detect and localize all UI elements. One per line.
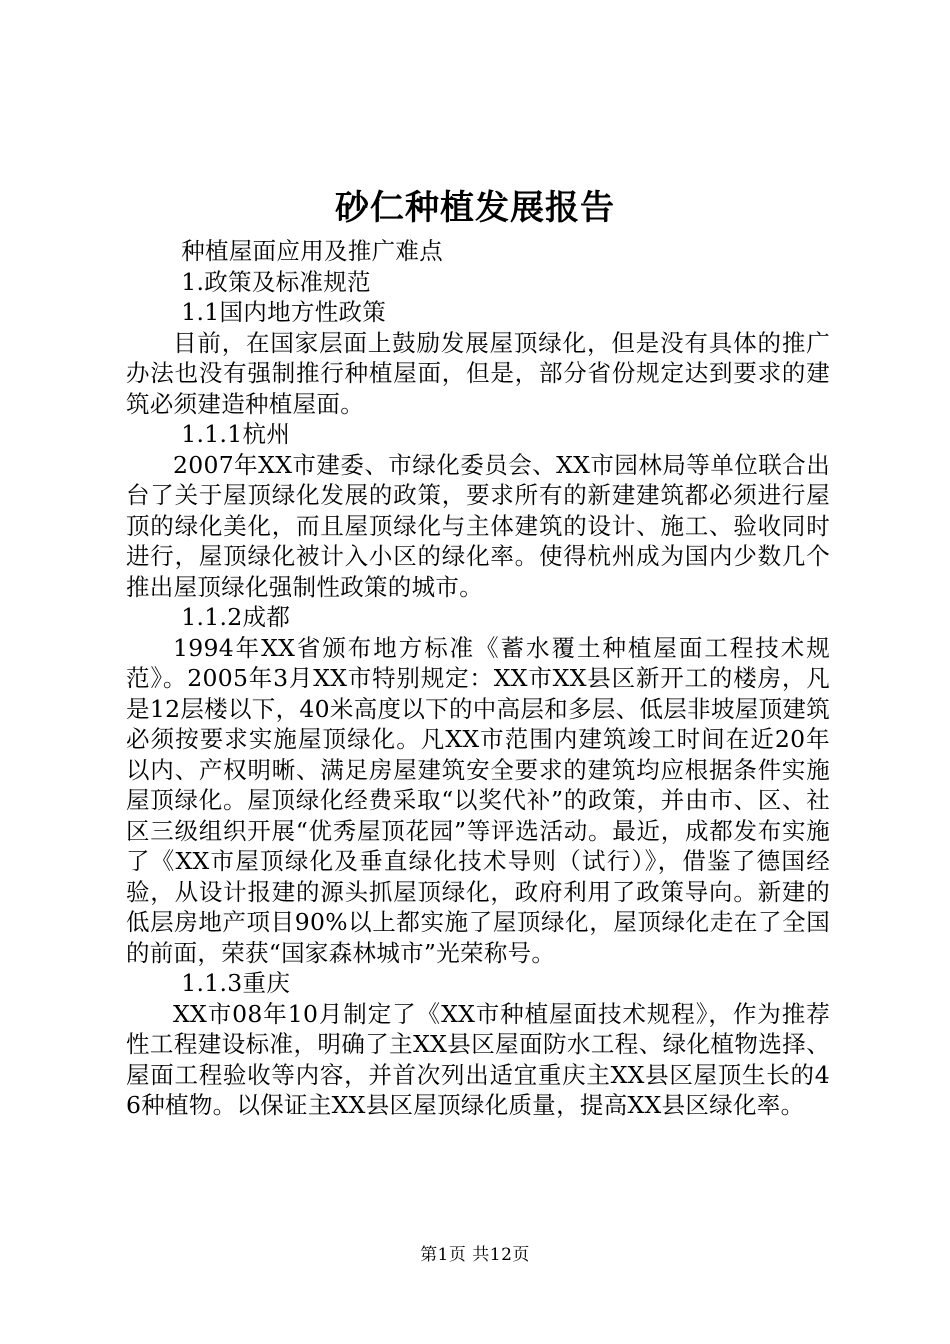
section-heading: 1.1.3重庆 xyxy=(181,969,291,997)
section-heading: 1.政策及标准规范 xyxy=(181,267,371,296)
body-paragraph: 目前，在国家层面上鼓励发展屋顶绿化，但是没有具体的推广办法也没有强制推行种植屋面，但是，部分省份规定达到要求的建筑必须建造种植屋面。 xyxy=(126,328,830,418)
body-paragraph: XX市08年10月制定了《XX市种植屋面技术规程》，作为推荐性工程建设标准，明确了主XX县区屋面防水工程、绿化植物选择、屋面工程验收等内容，并首次列出适宜重庆主XX县区屋顶生长的4 6种植物。以保证主XX县区屋顶绿化质量，提高XX县区绿化率。 xyxy=(126,999,830,1119)
section-heading: 1.1.1杭州 xyxy=(181,420,291,448)
section-heading: 1.1国内地方性政策 xyxy=(181,298,387,326)
document-title: 砂仁种植发展报告 xyxy=(335,188,615,228)
page-footer: 第1页 共12页 xyxy=(420,1245,530,1265)
section-heading: 1.1.2成都 xyxy=(181,603,291,631)
body-paragraph: 1994年XX省颁布地方标准《蓄水覆土种植屋面工程技术规范》。2005年3月XX市特别规定：XX市XX县区新开工的楼房，凡是12层楼以下，40米高度以下的中高层和多层、低层非坡屋顶建筑必须按要求实施屋顶绿化。凡XX市范围内建筑竣工时间在近20年以内、产权明晰、满足房屋建筑安全要求的建筑均应根据条件实施屋顶绿化。屋顶绿化经费采取“以奖代补”的政策，并由市、区、社区三级组织开展“优秀屋顶花园”等评选活动。最近，成都发布实施了《XX市屋顶绿化及垂直绿化技术导则（试行）》，借鉴了德国经验，从设计报建的源头抓屋顶绿化，政府利用了政策导向。新建的低层房地产项目90%以上都实施了屋顶绿化，屋顶绿化走在了全国的前面，荣获“国家森林城市”光荣称号。 xyxy=(126,633,830,967)
body-paragraph: 2007年XX市建委、市绿化委员会、XX市园林局等单位联合出台了关于屋顶绿化发展的政策，要求所有的新建建筑都必须进行屋顶的绿化美化，而且屋顶绿化与主体建筑的设计、施工、验收同时进行，屋顶绿化被计入小区的绿化率。使得杭州成为国内少数几个推出屋顶绿化强制性政策的城市。 xyxy=(126,450,830,601)
document-body xyxy=(126,236,830,1121)
section-heading: 种植屋面应用及推广难点 xyxy=(181,237,444,265)
